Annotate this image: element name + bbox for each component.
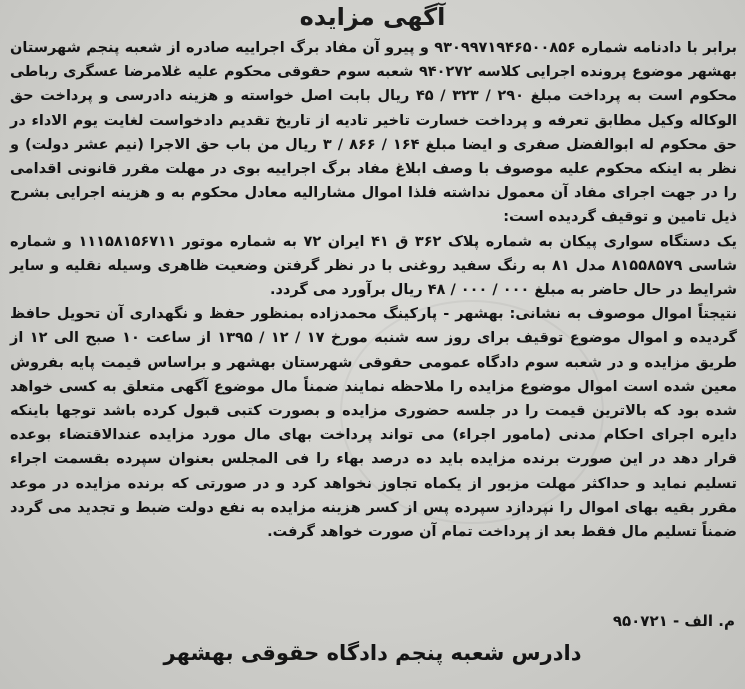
- notice-paragraph-auction-terms: نتیجتاً اموال موصوف به نشانی: بهشهر - پارکینگ محمدزاده بمنظور حفظ و نگهداری آن تحویل حافظ گردیده و اموال موضوع توقیف برای روز سه شنبه مورخ ۱۷ / ۱۲ / ۱۳۹۵ از ساعت ۱۰ صبح الی ۱۲ از طریق مزایده و در شعبه سوم دادگاه عمومی حقوقی شهرستان بهشهر و براساس قیمت پایه بفروش معین شده است اموال موضوع مزایده را ملاحظه نمایند ضمناً مال موضوع آگهی متعلق به کسی خواهد شده بود که بالاترین قیمت را در جلسه حضوری مزایده و بصورت کتبی قبول کرده باشد توجها باینکه دایره اجرای احکام مدنی (مامور اجراء) می تواند پرداخت بهای مال مورد مزایده عندالاقتضاء بوعده قرار دهد در این صورت برنده مزایده باید ده درصد بهاء را فی المجلس بعنوان سپرده بقسمت اجراء تسلیم نماید و حداکثر مهلت مزبور از یکماه تجاوز نخواهد کرد و در صورتی که برنده مزایده در موعد مقرر بقیه بهای اموال را نپردازد سپرده پس از کسر هزینه مزایده به نفع دولت ضبط و تجدید می گردد ضمناً تسلیم مال فقط بعد از پرداخت تمام آن صورت خواهد گرفت.: [10, 306, 737, 541]
- notice-paragraph-vehicle: یک دستگاه سواری پیکان به شماره پلاک ۳۶۲ ق ۴۱ ایران ۷۲ به شماره موتور ۱۱۱۵۸۱۵۶۷۱۱ و شماره شاسی ۸۱۵۵۸۵۷۹ مدل ۸۱ به رنگ سفید روغنی با در نظر گرفتن وضعیت ظاهری وسیله نقلیه و سایر شرایط در حال حاضر به مبلغ ۰۰۰ / ۰۰۰ / ۴۸ ریال برآورد می گردد.: [10, 233, 737, 299]
- notice-signature: دادرس شعبه پنجم دادگاه حقوقی بهشهر: [163, 641, 582, 665]
- notice-body: [10, 36, 737, 544]
- notice-title: آگهی مزایده: [299, 3, 446, 31]
- notice-paragraph-judgment: برابر با دادنامه شماره ۹۳۰۹۹۷۱۹۴۶۵۰۰۸۵۶ و پیرو آن مفاد برگ اجراییه صادره از شعبه پنجم شهرستان بهشهر موضوع پرونده اجرایی کلاسه ۹۴۰۲۷۲ شعبه سوم حقوقی محکوم علیه غلامرضا عسگری رباطی محکوم است به پرداخت مبلغ ۲۹۰ / ۳۲۳ / ۴۵ ریال بابت اصل خواسته و هزینه دادرسی و پرداخت حق الوکاله وکیل مطابق تعرفه و پرداخت خسارت تاخیر تادیه از تاریخ تقدیم دادخواست لغایت یوم الاداء در حق محکوم له ابوالفضل صفری و ایضا مبلغ ۱۶۴ / ۸۶۶ / ۳ ریال من باب حق الاجرا (نیم عشر دولت) و نظر به اینکه محکوم علیه موصوف با وصف ابلاغ مفاد برگ اجراییه بوی در مهلت مقرر قانونی اقدامی را در جهت اجرای مفاد آن معمول نداشته فلذا اموال مشارالیه معادل محکوم به و هزینه اجرایی بشرح ذیل تامین و توقیف گردیده است:: [10, 40, 738, 226]
- notice-reference-number: م. الف - ۹۵۰۷۲۱: [612, 612, 735, 630]
